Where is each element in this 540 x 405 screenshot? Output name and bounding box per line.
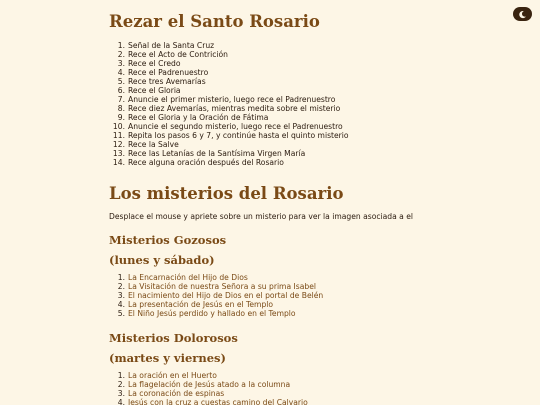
list-item-text[interactable]: La Visitación de nuestra Señora a su prima Isabel: [128, 282, 316, 291]
list-item-text: Rece el Acto de Contrición: [128, 50, 228, 59]
list-item-number: 4.: [117, 300, 125, 309]
list-item-text: Rece las Letanías de la Santísima Virgen María: [128, 149, 306, 158]
mystery-link[interactable]: [109, 380, 308, 389]
mystery-link[interactable]: [109, 389, 308, 398]
rosary-step: [109, 95, 349, 104]
mystery-link[interactable]: [109, 282, 323, 291]
list-item-number: 3.: [117, 59, 125, 68]
list-item-text[interactable]: Jesús con la cruz a cuestas camino del Calvario: [128, 398, 308, 405]
list-item-number: 2.: [117, 282, 125, 291]
list-item-number: 2.: [117, 50, 125, 59]
dolorosos-title: Misterios Dolorosos: [109, 331, 238, 345]
rosary-step: [109, 140, 349, 149]
list-item-number: 8.: [117, 104, 125, 113]
rosary-step: [109, 113, 349, 122]
rosary-step: [109, 50, 349, 59]
list-item-number: 5.: [117, 309, 125, 318]
list-item-number: 2.: [117, 380, 125, 389]
rosary-step: [109, 104, 349, 113]
dolorosos-list: [109, 371, 308, 405]
rosary-step: [109, 149, 349, 158]
dolorosos-days: (martes y viernes): [109, 351, 226, 365]
list-item-number: 9.: [117, 113, 125, 122]
theme-toggle-button[interactable]: [513, 7, 532, 21]
list-item-text: Anuncie el segundo misterio, luego rece el Padrenuestro: [128, 122, 343, 131]
list-item-number: 3.: [117, 291, 125, 300]
rosary-step: [109, 86, 349, 95]
list-item-number: 6.: [117, 86, 125, 95]
list-item-text[interactable]: La Encarnación del Hijo de Dios: [128, 273, 248, 282]
gozosos-title: Misterios Gozosos: [109, 233, 227, 247]
mysteries-intro: Desplace el mouse y apriete sobre un misterio para ver la imagen asociada a el: [109, 212, 414, 221]
list-item-text: Rece el Padrenuestro: [128, 68, 209, 77]
rosary-step: [109, 131, 349, 140]
list-item-number: 14.: [112, 158, 125, 167]
rosary-step: [109, 77, 349, 86]
list-item-text: Señal de la Santa Cruz: [128, 41, 215, 50]
list-item-text: Rece el Credo: [128, 59, 181, 68]
list-item-text[interactable]: La coronación de espinas: [128, 389, 225, 398]
mystery-link[interactable]: [109, 371, 308, 380]
list-item-number: 4.: [117, 398, 125, 405]
mystery-link[interactable]: [109, 398, 308, 405]
gozosos-list: [109, 273, 323, 318]
mystery-link[interactable]: [109, 273, 323, 282]
list-item-text[interactable]: La presentación de Jesús en el Templo: [128, 300, 274, 309]
list-item-number: 11.: [112, 131, 125, 140]
moon-icon: [518, 10, 527, 19]
list-item-number: 10.: [112, 122, 125, 131]
list-item-number: 1.: [117, 371, 125, 380]
list-item-text[interactable]: La flagelación de Jesús atado a la columna: [128, 380, 291, 389]
rosary-step: [109, 122, 349, 131]
list-item-number: 5.: [117, 77, 125, 86]
mystery-link[interactable]: [109, 291, 323, 300]
list-item-number: 13.: [112, 149, 125, 158]
mystery-link[interactable]: [109, 309, 323, 318]
list-item-text: Rece el Gloria y la Oración de Fátima: [128, 113, 269, 122]
list-item-number: 1.: [117, 41, 125, 50]
list-item-text: Rece diez Avemarías, mientras medita sobre el misterio: [128, 104, 341, 113]
list-item-text: Rece el Gloria: [128, 86, 181, 95]
list-item-number: 3.: [117, 389, 125, 398]
list-item-number: 7.: [117, 95, 125, 104]
list-item-text: Rece la Salve: [128, 140, 179, 149]
rosary-step: [109, 59, 349, 68]
list-item-text: Anuncie el primer misterio, luego rece el Padrenuestro: [128, 95, 336, 104]
rosary-step: [109, 68, 349, 77]
list-item-text[interactable]: El nacimiento del Hijo de Dios en el portal de Belén: [128, 291, 324, 300]
mysteries-title: Los misterios del Rosario: [109, 184, 344, 203]
rosary-step: [109, 41, 349, 50]
gozosos-days: (lunes y sábado): [109, 253, 215, 267]
list-item-text[interactable]: El Niño Jesús perdido y hallado en el Templo: [128, 309, 296, 318]
list-item-text: Rece tres Avemarías: [128, 77, 206, 86]
rosary-steps-list: [109, 41, 349, 167]
list-item-number: 4.: [117, 68, 125, 77]
list-item-text[interactable]: La oración en el Huerto: [128, 371, 217, 380]
list-item-text: Rece alguna oración después del Rosario: [128, 158, 284, 167]
list-item-number: 12.: [112, 140, 125, 149]
page-title: Rezar el Santo Rosario: [109, 12, 320, 31]
rosary-step: [109, 158, 349, 167]
mystery-link[interactable]: [109, 300, 323, 309]
list-item-number: 1.: [117, 273, 125, 282]
list-item-text: Repita los pasos 6 y 7, y continúe hasta el quinto misterio: [128, 131, 349, 140]
